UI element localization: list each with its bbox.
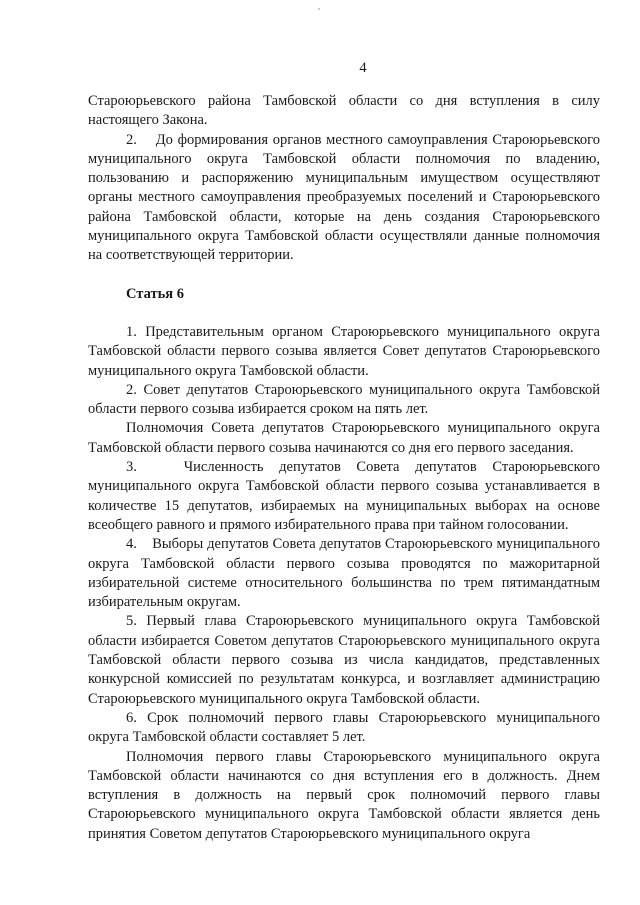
article-heading: Статья 6: [126, 285, 184, 302]
article-paragraph-6: 6. Срок полномочий первого главы Староюрьевского муниципального округа Тамбовской области составляет 5 лет.: [88, 709, 600, 746]
article-paragraph-2-cont: Полномочия Совета депутатов Староюрьевского муниципального округа Тамбовской области первого созыва начинаются со дня его первого заседания.: [88, 420, 600, 456]
article-paragraph-5: 5. Первый глава Староюрьевского муниципального округа Тамбовской области избирается Советом депутатов Староюрьевского муниципального округа Тамбовской области первого созыва из числа кандидатов, представленных конкурсной комиссией по результатам конкурса, и возглавляет администрацию Староюрьевского муниципального округа Тамбовской области.: [88, 613, 600, 707]
article-paragraph-2: 2. Совет депутатов Староюрьевского муниципального округа Тамбовской области первого созыва избирается сроком на пять лет.: [88, 381, 600, 418]
scan-speck: [318, 8, 320, 10]
paragraph-item-2: 2. До формирования органов местного самоуправления Староюрьевского муниципального округа Тамбовской области полномочия по владению, пользованию и распоряжению муниципальным имуществом осуществляют органы местного самоуправления преобразуемых поселений и Староюрьевского района Тамбовской области, которые на день создания Староюрьевского муниципального округа Тамбовской области осуществляли данные полномочия на соответствующей территории.: [88, 131, 600, 264]
paragraph-continuation: Староюрьевского района Тамбовской области со дня вступления в силу настоящего Закона.: [88, 93, 600, 129]
page-number: 4: [359, 60, 367, 76]
article-paragraph-6-cont: Полномочия первого главы Староюрьевского муниципального округа Тамбовской области начинаются со дня вступления его в должность. Днем вступления в должность на первый срок полномочий первого главы Староюрьевского муниципального округа Тамбовской области является день принятия Советом депутатов Староюрьевского муниципального округа: [88, 748, 600, 842]
article-paragraph-1: 1. Представительным органом Староюрьевского муниципального округа Тамбовской области первого созыва является Совет депутатов Староюрьевского муниципального округа Тамбовской области.: [88, 323, 600, 379]
article-paragraph-4: 4. Выборы депутатов Совета депутатов Староюрьевского муниципального округа Тамбовской области первого созыва проводятся по мажоритарной избирательной системе относительного большинства по трем пятимандатным избирательным округам.: [88, 536, 600, 611]
article-paragraph-3: 3. Численность депутатов Совета депутатов Староюрьевского муниципального округа Тамбовской области первого созыва устанавливается в количестве 15 депутатов, избираемых на муниципальных выборах на основе всеобщего равного и прямого избирательного права при тайном голосовании.: [88, 459, 600, 533]
document-page: [88, 58, 600, 844]
